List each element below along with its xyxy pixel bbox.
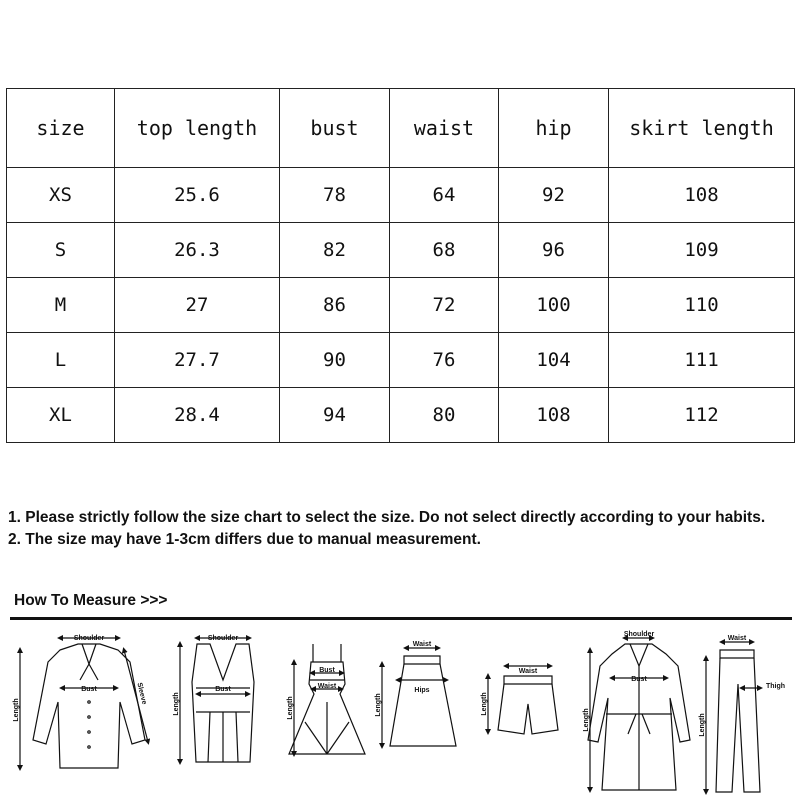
note-1: 1. Please strictly follow the size chart to select the size. Do not select directly according to your habits. bbox=[8, 509, 766, 526]
blouse-shoulder-label: Shoulder bbox=[73, 635, 105, 642]
blouse-sleeve-label: Sleeve bbox=[135, 682, 148, 706]
coat-length-label: Length bbox=[583, 708, 590, 732]
tank-length-label: Length bbox=[173, 692, 180, 716]
table-cell: XL bbox=[7, 388, 115, 443]
table-cell: 82 bbox=[280, 223, 390, 278]
skirt-hips-label: Hips bbox=[414, 687, 430, 694]
table-cell: 108 bbox=[609, 168, 795, 223]
table-cell: 100 bbox=[499, 278, 609, 333]
tank-top-figure bbox=[180, 638, 254, 762]
table-cell: 25.6 bbox=[115, 168, 280, 223]
blouse-figure bbox=[20, 638, 148, 768]
table-row bbox=[7, 333, 795, 388]
table-cell: 76 bbox=[390, 333, 499, 388]
header-top-length: top length bbox=[115, 89, 280, 168]
pants-thigh-label: Thigh bbox=[766, 683, 786, 690]
coat-shoulder-label: Shoulder bbox=[623, 631, 655, 638]
table-cell: 27 bbox=[115, 278, 280, 333]
table-cell: XS bbox=[7, 168, 115, 223]
table-cell: 72 bbox=[390, 278, 499, 333]
shorts-figure bbox=[488, 666, 558, 734]
measurement-figures bbox=[0, 622, 800, 800]
header-hip: hip bbox=[499, 89, 609, 168]
dress-length-label: Length bbox=[287, 696, 294, 720]
table-cell: L bbox=[7, 333, 115, 388]
tank-shoulder-label: Shoulder bbox=[207, 635, 239, 642]
table-row bbox=[7, 223, 795, 278]
table-cell: 112 bbox=[609, 388, 795, 443]
pants-figure bbox=[706, 642, 760, 792]
shorts-waist-label: Waist bbox=[518, 668, 538, 675]
skirt-waist-label: Waist bbox=[412, 641, 432, 648]
table-cell: 68 bbox=[390, 223, 499, 278]
coat-bust-label: Bust bbox=[631, 676, 647, 683]
dress-waist-label: Waist bbox=[317, 683, 337, 690]
tank-bust-label: Bust bbox=[215, 686, 231, 693]
table-cell: 26.3 bbox=[115, 223, 280, 278]
triple-arrow-icon: >>> bbox=[140, 592, 168, 609]
header-waist: waist bbox=[390, 89, 499, 168]
header-bust: bust bbox=[280, 89, 390, 168]
table-cell: 92 bbox=[499, 168, 609, 223]
blouse-bust-label: Bust bbox=[81, 686, 97, 693]
how-to-measure-title: How To Measure bbox=[14, 592, 137, 609]
dress-figure bbox=[289, 644, 365, 754]
skirt-length-label: Length bbox=[375, 693, 382, 717]
size-notes bbox=[8, 507, 796, 551]
table-cell: 27.7 bbox=[115, 333, 280, 388]
table-cell: 109 bbox=[609, 223, 795, 278]
pants-waist-label: Waist bbox=[727, 635, 747, 642]
blouse-length-label: Length bbox=[13, 698, 20, 722]
table-row bbox=[7, 278, 795, 333]
table-cell: M bbox=[7, 278, 115, 333]
table-cell: 78 bbox=[280, 168, 390, 223]
table-cell: 90 bbox=[280, 333, 390, 388]
pants-length-label: Length bbox=[699, 713, 706, 737]
table-cell: 110 bbox=[609, 278, 795, 333]
table-cell: 86 bbox=[280, 278, 390, 333]
table-cell: 96 bbox=[499, 223, 609, 278]
heading-divider bbox=[10, 617, 792, 620]
header-skirt-length: skirt length bbox=[609, 89, 795, 168]
table-header-row bbox=[7, 89, 795, 168]
coat-figure bbox=[588, 638, 690, 790]
header-size: size bbox=[7, 89, 115, 168]
table-cell: 108 bbox=[499, 388, 609, 443]
note-2: 2. The size may have 1-3cm differs due to manual measurement. bbox=[8, 531, 481, 548]
size-chart-table bbox=[6, 88, 795, 443]
table-cell: 28.4 bbox=[115, 388, 280, 443]
shorts-length-label: Length bbox=[481, 692, 488, 716]
table-row bbox=[7, 168, 795, 223]
table-cell: 111 bbox=[609, 333, 795, 388]
table-cell: 94 bbox=[280, 388, 390, 443]
table-cell: 80 bbox=[390, 388, 499, 443]
how-to-measure-heading bbox=[14, 592, 167, 610]
table-cell: 64 bbox=[390, 168, 499, 223]
table-row bbox=[7, 388, 795, 443]
dress-bust-label: Bust bbox=[319, 667, 335, 674]
table-cell: 104 bbox=[499, 333, 609, 388]
table-cell: S bbox=[7, 223, 115, 278]
skirt-figure bbox=[382, 648, 456, 746]
